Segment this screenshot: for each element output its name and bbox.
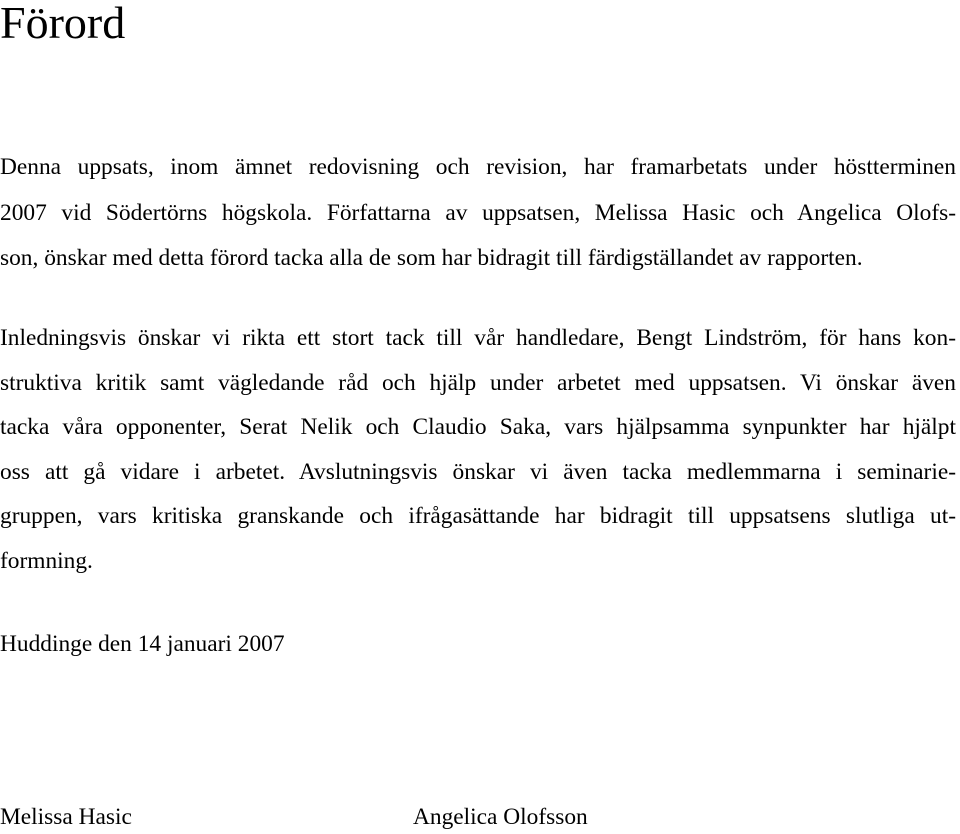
preface-paragraph-intro [0, 145, 956, 282]
text-line: 2007 vid Södertörns högskola. Författarna av uppsatsen, Melissa Hasic och Angelica Olofs- [0, 199, 956, 226]
text-line: gruppen, vars kritiska granskande och ifrågasättande har bidragit till uppsatsens slutliga ut- [0, 503, 956, 529]
text-line: struktiva kritik samt vägledande råd och hjälp under arbetet med uppsatsen. Vi önskar även [0, 369, 956, 396]
text-line: tacka våra opponenter, Serat Nelik och Claudio Saka, vars hjälpsamma synpunkter har hjälpt [0, 414, 956, 440]
text-line: son, önskar med detta förord tacka alla de som har bidragit till färdigställandet av rapporten. [0, 245, 863, 271]
place-and-date: Huddinge den 14 januari 2007 [0, 631, 285, 657]
text-line: Denna uppsats, inom ämnet redovisning och revision, har framarbetats under höstterminen [0, 154, 956, 180]
page-title: Förord [0, 0, 126, 48]
text-line: oss att gå vidare i arbetet. Avslutningsvis önskar vi även tacka medlemmarna i seminarie- [0, 458, 956, 485]
text-line: formning. [0, 547, 93, 574]
preface-paragraph-thanks [0, 316, 956, 583]
signature-name: Angelica Olofsson [413, 804, 588, 830]
signature-name: Melissa Hasic [0, 804, 132, 830]
text-line: Inledningsvis önskar vi rikta ett stort tack till vår handledare, Bengt Lindström, för hans kon- [0, 325, 956, 351]
